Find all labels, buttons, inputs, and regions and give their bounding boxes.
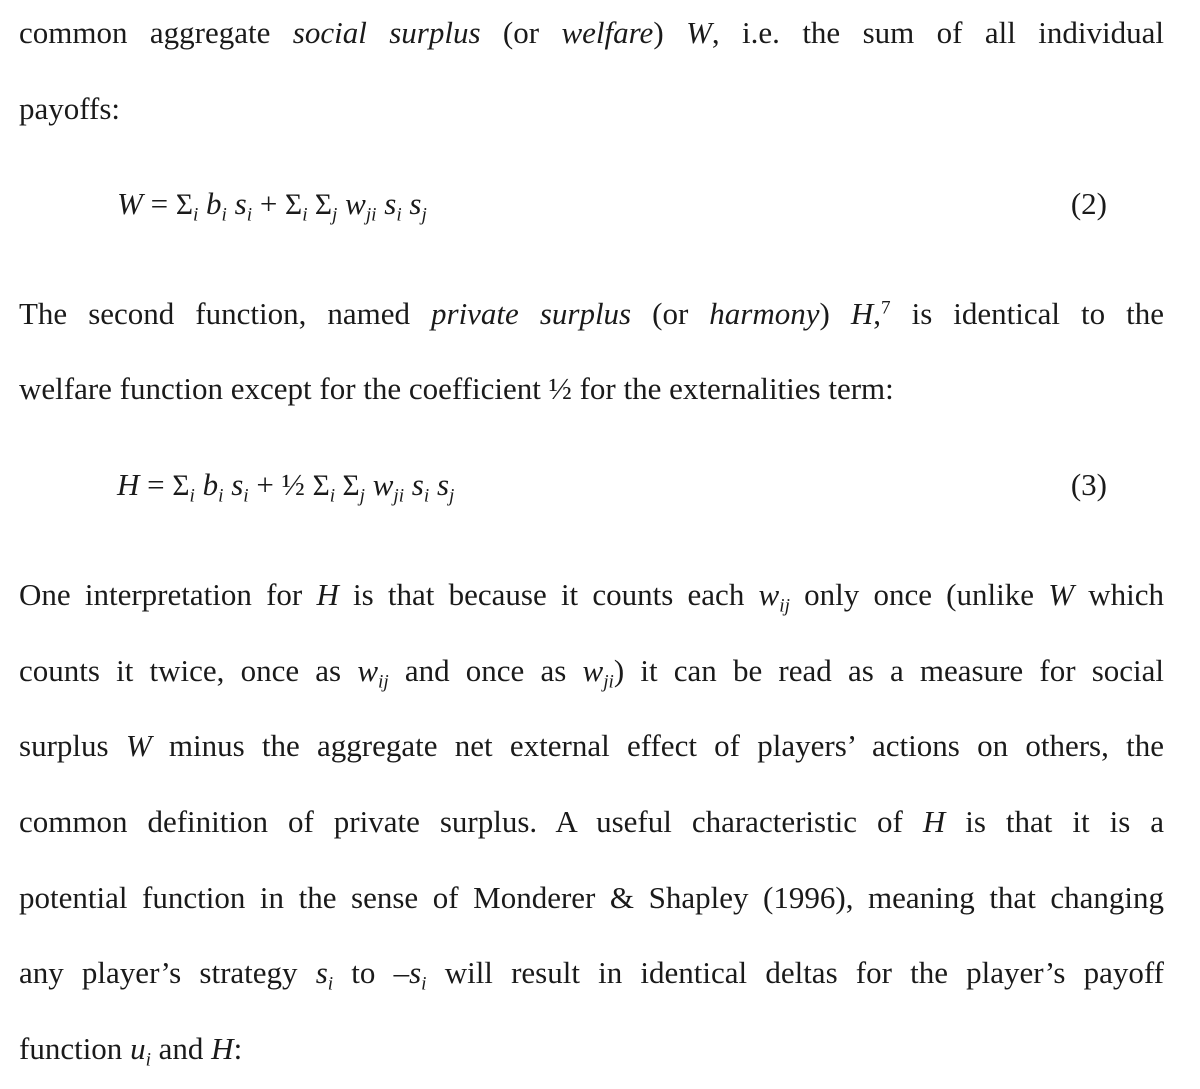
- sum-symbol: Σ: [307, 189, 333, 221]
- symbol-W: W: [686, 15, 712, 50]
- eq-lhs: H: [117, 467, 140, 502]
- text: only once (unlike: [789, 577, 1049, 612]
- term-private-surplus: private surplus: [431, 296, 632, 331]
- var: u: [130, 1031, 146, 1066]
- var: w: [364, 467, 394, 502]
- p3-line-3: [19, 726, 1164, 766]
- var: s: [401, 186, 422, 221]
- term-harmony: harmony: [709, 296, 820, 331]
- text: is that because it counts each: [338, 577, 759, 612]
- footnote-marker[interactable]: 7: [881, 297, 891, 319]
- text: will result in identical deltas for the player’s payoff: [426, 955, 1164, 990]
- symbol-H: H: [211, 1031, 234, 1066]
- text: to –: [333, 955, 410, 990]
- p3-line-2: [19, 651, 1164, 691]
- var: s: [404, 467, 424, 502]
- op: +: [252, 186, 286, 221]
- subscript: i: [221, 204, 227, 226]
- subscript: ij: [378, 671, 389, 693]
- subscript: ij: [779, 595, 790, 617]
- subscript: i: [189, 485, 195, 507]
- text: counts it twice, once as: [19, 653, 358, 688]
- text: which: [1074, 577, 1165, 612]
- equation-2: [117, 184, 1107, 224]
- text: ) it can be read as a measure for social: [613, 653, 1165, 688]
- equation-3-body: [117, 467, 455, 507]
- text: (or: [631, 296, 710, 331]
- text: surplus: [19, 728, 126, 763]
- var: s: [429, 467, 450, 502]
- var: s: [376, 186, 397, 221]
- text: common definition of private surplus. A useful characteristic of: [19, 804, 923, 839]
- sum-symbol: Σ: [285, 189, 303, 221]
- text: One interpretation for: [19, 577, 317, 612]
- subscript: j: [449, 485, 455, 507]
- text: (or: [480, 15, 562, 50]
- symbol-W: W: [125, 728, 152, 763]
- text: function: [19, 1031, 131, 1066]
- text: is that it is a: [945, 804, 1164, 839]
- subscript: i: [302, 204, 308, 226]
- var: s: [226, 186, 247, 221]
- subscript: i: [218, 485, 224, 507]
- equation-2-body: [117, 186, 427, 226]
- sum-symbol: Σ: [312, 470, 330, 502]
- text: The second function, named: [19, 296, 431, 331]
- symbol-W: W: [1048, 577, 1075, 612]
- equation-3: [117, 465, 1107, 505]
- p2-line-2: welfare function except for the coefficient ½ for the externalities term:: [19, 371, 894, 406]
- p1-line-2: payoffs:: [19, 91, 121, 126]
- p2-line-1: [19, 294, 1164, 334]
- p3-line-6: [19, 953, 1164, 993]
- text: minus the aggregate net external effect of players’ actions on others, the: [151, 728, 1164, 763]
- var: b: [198, 186, 222, 221]
- subscript: j: [359, 485, 365, 507]
- subscript: i: [192, 204, 199, 226]
- symbol-H: H: [316, 577, 339, 612]
- sum-symbol: Σ: [335, 470, 360, 502]
- var: s: [409, 955, 422, 990]
- eq-sign: =: [139, 467, 173, 502]
- eq-sign: =: [142, 186, 176, 221]
- term-social-surplus: social surplus: [292, 15, 481, 50]
- equation-number: (2): [1070, 186, 1107, 221]
- op: + ½: [248, 467, 313, 502]
- subscript: ji: [393, 485, 405, 507]
- equation-number: (3): [1070, 467, 1107, 502]
- subscript: j: [332, 204, 338, 226]
- text: is identical to the: [890, 296, 1165, 331]
- var: b: [194, 467, 219, 502]
- text: and: [150, 1031, 212, 1066]
- subscript: i: [327, 973, 334, 995]
- subscript: i: [246, 204, 253, 226]
- var: w: [758, 577, 780, 612]
- subscript: i: [329, 485, 336, 507]
- text: common aggregate: [19, 15, 293, 50]
- var: w: [337, 186, 366, 221]
- text: ,: [873, 296, 881, 331]
- p3-line-1: [19, 575, 1164, 615]
- text: ): [819, 296, 851, 331]
- subscript: ji: [365, 204, 377, 226]
- p3-line-4: [19, 802, 1164, 842]
- subscript: i: [243, 485, 249, 507]
- var: w: [357, 653, 378, 688]
- subscript: i: [421, 973, 427, 995]
- text: any player’s strategy: [19, 955, 316, 990]
- p3-line-7: [19, 1029, 1164, 1069]
- symbol-H: H: [850, 296, 874, 331]
- subscript: j: [421, 204, 427, 226]
- eq-lhs: W: [117, 186, 143, 221]
- text: :: [233, 1031, 243, 1066]
- text: ): [653, 15, 687, 50]
- term-welfare: welfare: [561, 15, 654, 50]
- subscript: i: [423, 485, 430, 507]
- symbol-H: H: [922, 804, 946, 839]
- var: s: [315, 955, 328, 990]
- sum-symbol: Σ: [172, 470, 190, 502]
- subscript: i: [145, 1049, 151, 1071]
- subscript: ji: [603, 671, 614, 693]
- var: s: [223, 467, 244, 502]
- p3-line-5: potential function in the sense of Monderer & Shapley (1996), meaning that changing: [19, 880, 1164, 915]
- sum-symbol: Σ: [175, 189, 193, 221]
- text: and once as: [388, 653, 583, 688]
- var: w: [582, 653, 604, 688]
- subscript: i: [396, 204, 402, 226]
- text: , i.e. the sum of all individual: [711, 15, 1164, 50]
- p1-line-1: [19, 13, 1164, 53]
